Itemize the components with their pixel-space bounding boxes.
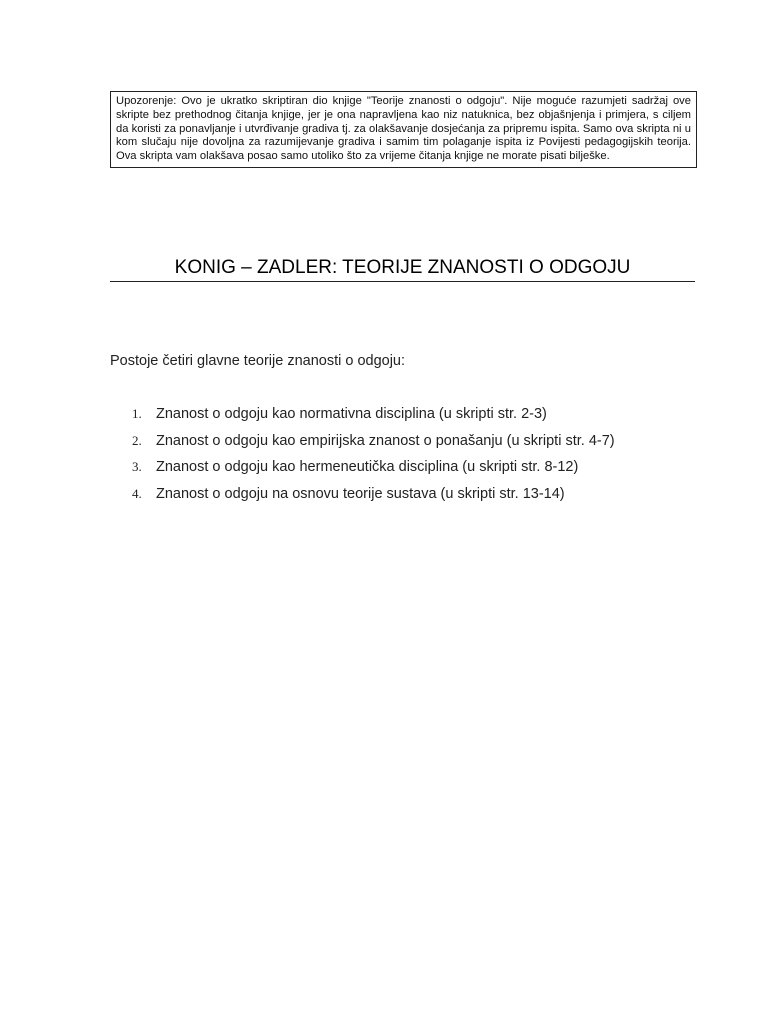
list-item-text: Znanost o odgoju na osnovu teorije sustava (u skripti str. 13-14) xyxy=(156,485,565,502)
list-item-number: 3. xyxy=(132,459,142,474)
list-item-text: Znanost o odgoju kao empirijska znanost o ponašanju (u skripti str. 4-7) xyxy=(156,432,615,449)
title-underline-divider xyxy=(110,281,695,282)
document-title: KONIG – ZADLER: TEORIJE ZNANOSTI O ODGOJU xyxy=(174,257,631,278)
intro-paragraph: Postoje četiri glavne teorije znanosti o odgoju: xyxy=(110,353,406,369)
list-item-number: 2. xyxy=(132,432,142,448)
list-item-text: Znanost o odgoju kao hermeneutička disciplina (u skripti str. 8-12) xyxy=(156,459,579,475)
list-item-number: 4. xyxy=(132,485,142,501)
warning-notice: Upozorenje: Ovo je ukratko skriptiran dio knjige "Teorije znanosti o odgoju". Nije moguće razumjeti sadržaj ove skripte bez prethodnog čitanja knjige, jer je ona napravljena kao niz natuknica, bez objašnjenja i primjera, s ciljem da koristi za ponavljanje i utvrđivanje gradiva tj. za olakšavanje dosjećanja za pripremu ispita. Samo ova skripta ni u kom slučaju nije dovoljna za razumijevanje gradiva i samim tim polaganje ispita iz Povijesti pedagogijskih teorija. Ova skripta vam olakšava posao samo utoliko što za vrijeme čitanja knjige ne morate pisati bilješke. xyxy=(110,91,697,168)
list-item-text: Znanost o odgoju kao normativna disciplina (u skripti str. 2-3) xyxy=(156,406,547,422)
list-item-number: 1. xyxy=(132,406,142,421)
